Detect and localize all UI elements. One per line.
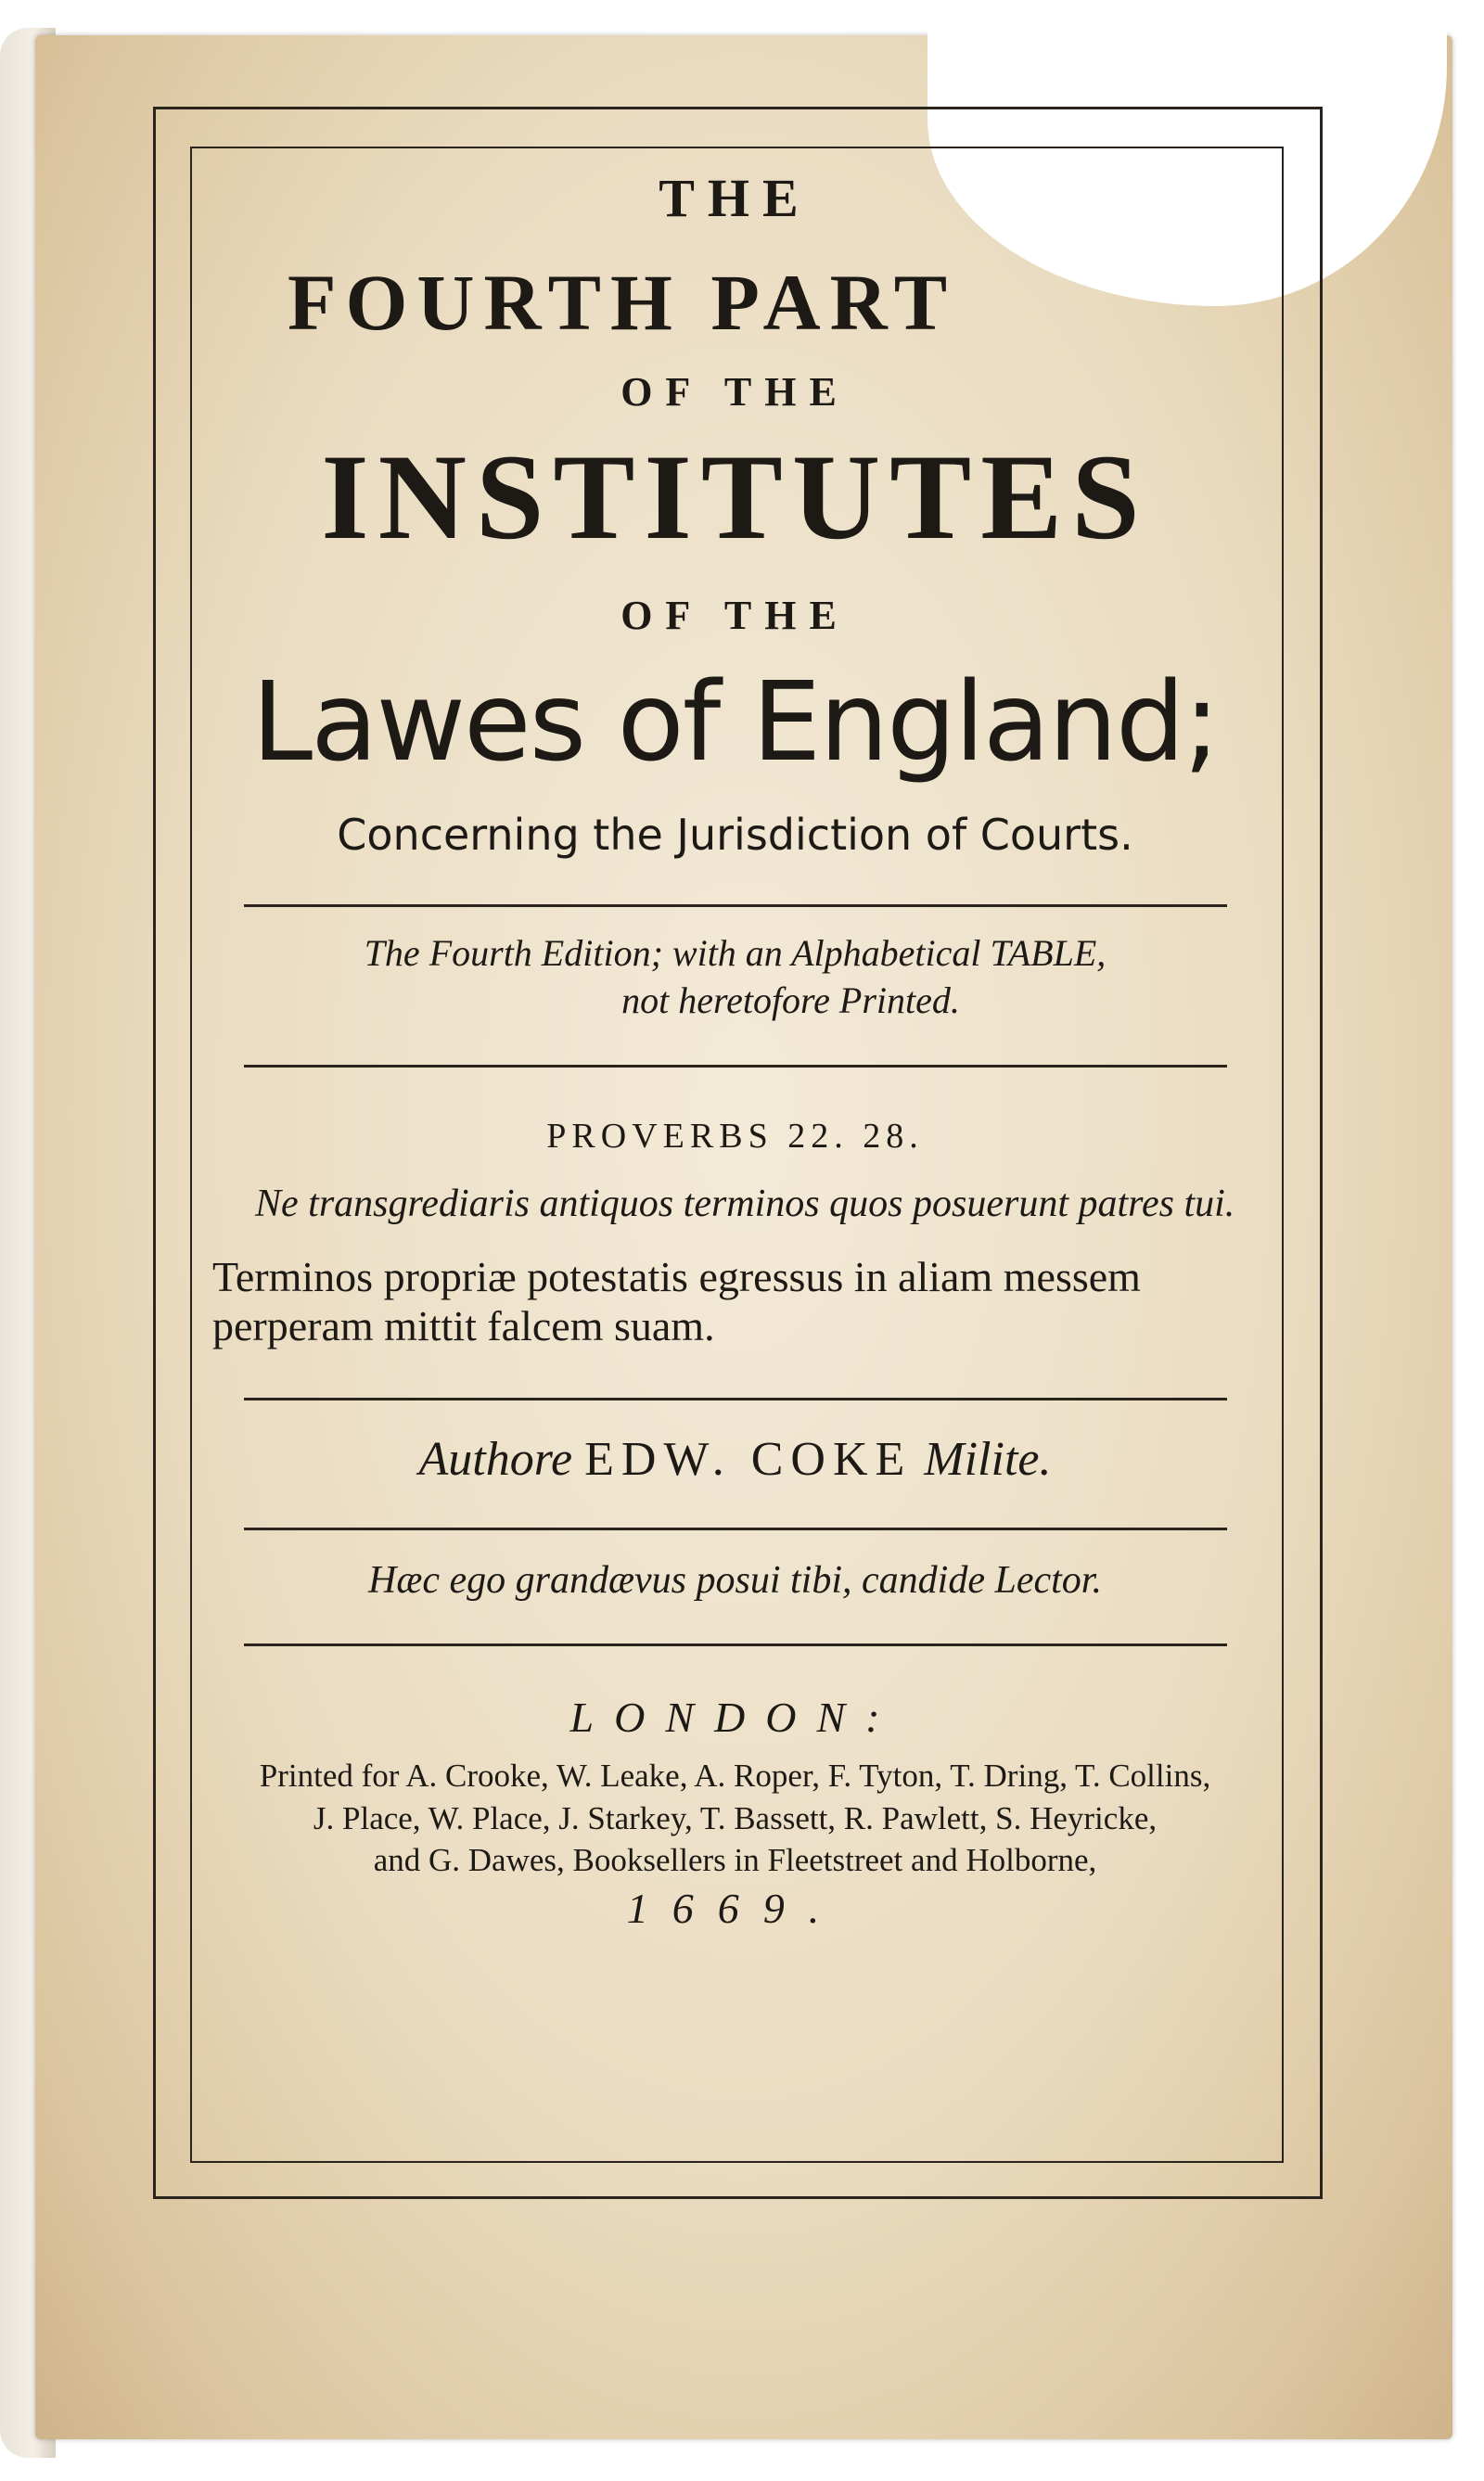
imprint-line-3: and G. Dawes, Booksellers in Fleetstreet and Holborne, <box>373 1842 1097 1879</box>
edition-line-1: The Fourth Edition; with an Alphabetical TABLE, <box>364 932 1107 974</box>
proverbs-reference: PROVERBS 22. 28. <box>546 1117 924 1156</box>
title-fourth-part: FOURTH PART <box>288 258 957 347</box>
imprint-city: LONDON: <box>569 1694 901 1742</box>
title-page-text <box>199 168 1271 1933</box>
divider-rule-1 <box>244 904 1227 907</box>
author-prefix: Authore <box>418 1433 573 1487</box>
imprint-block <box>199 1755 1271 1882</box>
divider-rule-3 <box>244 1398 1227 1400</box>
divider-rule-4 <box>244 1528 1227 1530</box>
title-institutes: INSTITUTES <box>321 428 1149 565</box>
title-of-the-2: OF THE <box>620 593 850 638</box>
title-of-the-1: OF THE <box>620 369 850 415</box>
author-suffix: Milite. <box>924 1433 1052 1487</box>
latin-quote-2: Terminos propriæ potestatis egressus in aliam messem perperam mittit falcem suam. <box>212 1253 1141 1350</box>
motto: Hæc ego grandævus posui tibi, candide Lector. <box>368 1559 1102 1603</box>
imprint-year: 1669. <box>626 1884 844 1932</box>
author-line <box>199 1432 1271 1487</box>
divider-rule-5 <box>244 1643 1227 1646</box>
title-lawes-of-england: Lawes of England; <box>251 658 1219 786</box>
latin-quote-1: Ne transgrediaris antiquos terminos quos posuerunt patres tui. <box>255 1183 1235 1225</box>
title-the: THE <box>659 168 812 228</box>
edition-line-2: not heretofore Printed. <box>621 979 960 1021</box>
subtitle-jurisdiction: Concerning the Jurisdiction of Courts. <box>337 810 1133 860</box>
divider-rule-2 <box>244 1065 1227 1068</box>
imprint-line-1: Printed for A. Crooke, W. Leake, A. Roper, F. Tyton, T. Dring, T. Collins, <box>259 1758 1211 1795</box>
author-name: EDW. COKE <box>584 1433 913 1487</box>
imprint-line-2: J. Place, W. Place, J. Starkey, T. Bassett, R. Pawlett, S. Heyricke, <box>313 1799 1158 1836</box>
